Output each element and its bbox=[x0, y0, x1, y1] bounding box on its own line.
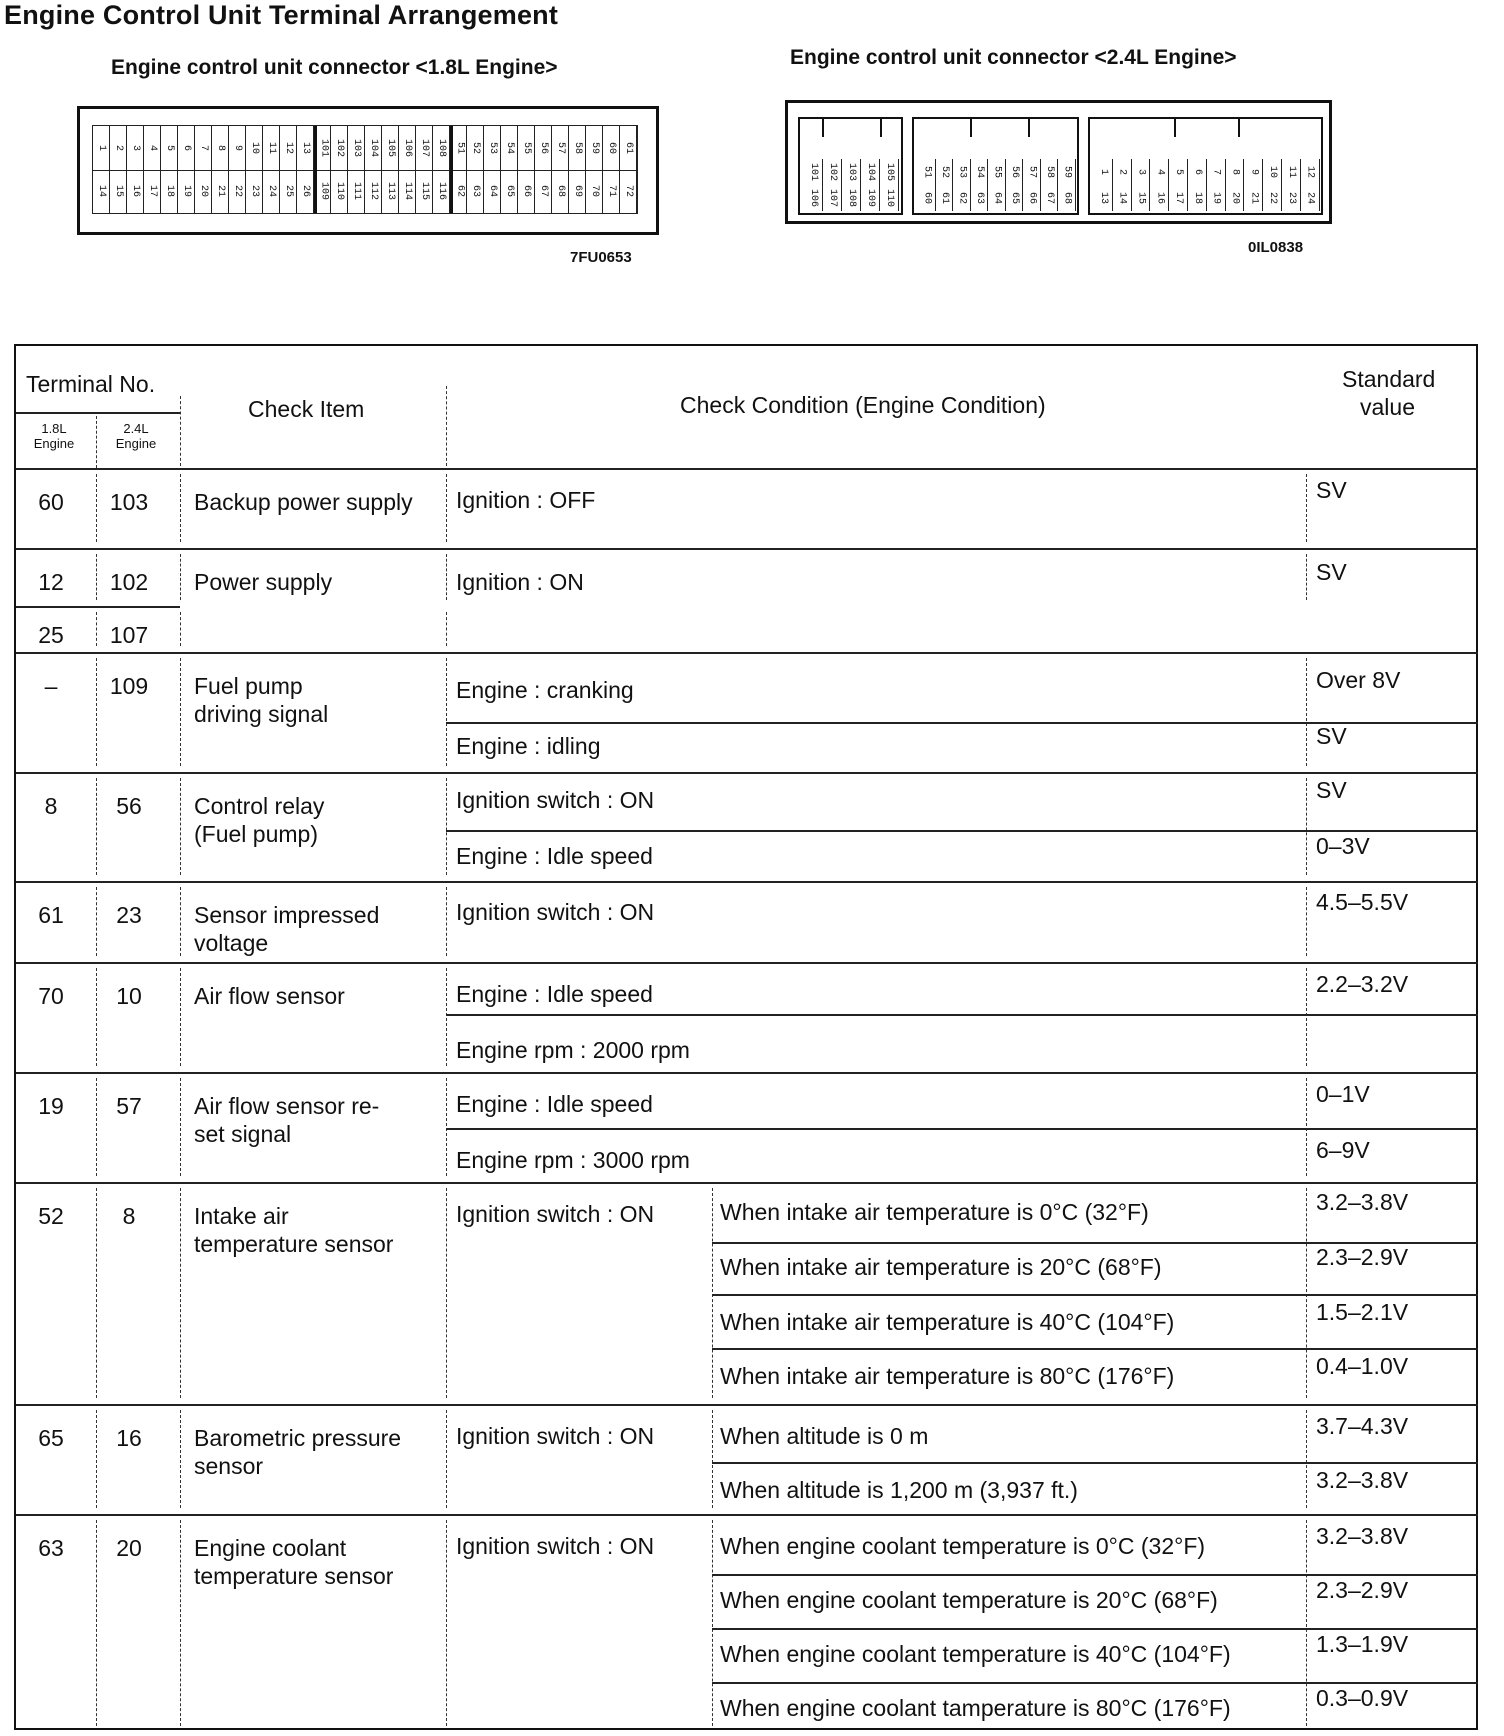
check-item: Power supply bbox=[194, 569, 333, 595]
column-divider bbox=[446, 1078, 447, 1176]
connector-pin: 18 bbox=[161, 169, 178, 213]
column-divider bbox=[446, 1188, 447, 1398]
column-divider bbox=[446, 474, 447, 542]
terminal-24: 20 bbox=[116, 1535, 142, 1561]
check-condition: When engine coolant temperature is 0°C (32°F) bbox=[720, 1533, 1206, 1559]
column-divider bbox=[1306, 474, 1307, 542]
terminal-18: 61 bbox=[38, 902, 64, 928]
check-condition: Engine : Idle speed bbox=[456, 843, 653, 869]
standard-value: 2.3–2.9V bbox=[1316, 1577, 1409, 1603]
connector-pin: 12 bbox=[1301, 159, 1320, 185]
connector-pin: 1 bbox=[1094, 159, 1113, 185]
terminal-18: 65 bbox=[38, 1425, 64, 1451]
row-divider bbox=[712, 1628, 1478, 1630]
connector-pin: 22 bbox=[1263, 185, 1282, 211]
column-divider bbox=[1306, 554, 1307, 600]
check-item: Fuel pump bbox=[194, 673, 303, 699]
connector-18-bottom-row bbox=[92, 169, 638, 214]
row-divider bbox=[16, 1182, 1478, 1184]
row-divider bbox=[16, 881, 1478, 883]
connector-pin: 51 bbox=[450, 126, 467, 170]
check-condition: Engine : idling bbox=[456, 733, 601, 759]
connector-pin: 61 bbox=[620, 126, 637, 170]
check-condition: Engine rpm : 2000 rpm bbox=[456, 1037, 690, 1063]
connector-pin: 110 bbox=[880, 185, 899, 211]
connector-pin: 52 bbox=[936, 159, 954, 185]
column-divider bbox=[96, 416, 97, 468]
standard-value: 0–1V bbox=[1316, 1081, 1370, 1107]
column-divider bbox=[96, 554, 97, 600]
column-divider bbox=[180, 1078, 181, 1176]
check-condition: When intake air temperature is 0°C (32°F) bbox=[720, 1199, 1149, 1225]
connector-pin: 24 bbox=[1301, 185, 1320, 211]
connector-pin: 2 bbox=[1113, 159, 1132, 185]
header-engine-18: 1.8L Engine bbox=[33, 421, 75, 451]
row-divider bbox=[712, 1462, 1478, 1464]
connector-pin: 6 bbox=[178, 126, 195, 170]
connector-24-block-2 bbox=[912, 117, 1079, 215]
connector-pin: 24 bbox=[263, 169, 280, 213]
check-condition: Ignition : ON bbox=[456, 569, 584, 595]
column-divider bbox=[446, 968, 447, 1066]
check-condition: When engine coolant temperature is 20°C (68°F) bbox=[720, 1587, 1218, 1613]
column-divider bbox=[1306, 887, 1307, 956]
connector-pin: 15 bbox=[110, 169, 127, 213]
check-condition: Ignition switch : ON bbox=[456, 787, 655, 813]
connector-pin: 10 bbox=[246, 126, 263, 170]
row-divider bbox=[712, 1348, 1478, 1350]
connector-pin: 113 bbox=[382, 169, 399, 213]
check-condition: When intake air temperature is 20°C (68°F) bbox=[720, 1254, 1162, 1280]
terminal-24: 56 bbox=[116, 793, 142, 819]
header-terminal-no: Terminal No. bbox=[26, 371, 156, 397]
connector-pin: 18 bbox=[1188, 185, 1207, 211]
column-divider bbox=[96, 887, 97, 956]
connector-pin: 71 bbox=[603, 169, 620, 213]
row-divider bbox=[712, 1574, 1478, 1576]
standard-value: 1.3–1.9V bbox=[1316, 1631, 1409, 1657]
connector-pin: 110 bbox=[331, 169, 348, 213]
connector-pin: 102 bbox=[823, 159, 842, 185]
terminal-24: 102 bbox=[109, 569, 149, 595]
connector-pin: 68 bbox=[1058, 185, 1076, 211]
connector-pin: 103 bbox=[348, 126, 365, 170]
connector-pin: 107 bbox=[416, 126, 433, 170]
check-item: set signal bbox=[194, 1121, 292, 1147]
column-divider bbox=[180, 554, 181, 600]
standard-value: 3.2–3.8V bbox=[1316, 1189, 1409, 1215]
standard-value: SV bbox=[1316, 777, 1347, 803]
check-condition: Engine : Idle speed bbox=[456, 1091, 653, 1117]
terminal-24: 109 bbox=[109, 673, 149, 699]
connector-pin: 102 bbox=[331, 126, 348, 170]
connector-pin: 10 bbox=[1263, 159, 1282, 185]
terminal-18: 12 bbox=[38, 569, 64, 595]
connector-pin: 59 bbox=[586, 126, 603, 170]
header-check-condition: Check Condition (Engine Condition) bbox=[680, 392, 1046, 418]
connector-pin: 16 bbox=[127, 169, 144, 213]
column-divider bbox=[712, 1188, 713, 1398]
connector-pin: 21 bbox=[212, 169, 229, 213]
terminal-18: – bbox=[44, 673, 58, 699]
row-divider bbox=[16, 772, 1478, 774]
standard-value: SV bbox=[1316, 559, 1347, 585]
connector-pin: 111 bbox=[348, 169, 365, 213]
connector-pin: 116 bbox=[433, 169, 450, 213]
connector-pin: 13 bbox=[297, 126, 314, 170]
terminal-24: 103 bbox=[109, 489, 149, 515]
column-divider bbox=[446, 1520, 447, 1726]
connector-pin: 114 bbox=[399, 169, 416, 213]
terminal-18: 60 bbox=[38, 489, 64, 515]
row-divider bbox=[16, 468, 1478, 470]
standard-value: 3.7–4.3V bbox=[1316, 1413, 1409, 1439]
connector-pin: 68 bbox=[552, 169, 569, 213]
connector-pin: 23 bbox=[246, 169, 263, 213]
standard-value: Over 8V bbox=[1316, 667, 1401, 693]
terminal-24: 10 bbox=[116, 983, 142, 1009]
column-divider bbox=[180, 612, 181, 646]
connector-pin: 104 bbox=[861, 159, 880, 185]
row-divider bbox=[712, 1294, 1478, 1296]
connector-pin: 65 bbox=[1006, 185, 1024, 211]
connector-pin: 5 bbox=[1169, 159, 1188, 185]
column-divider bbox=[180, 887, 181, 956]
column-divider bbox=[96, 1188, 97, 1398]
connector-pin: 6 bbox=[1188, 159, 1207, 185]
check-item: voltage bbox=[194, 930, 269, 956]
connector-pin: 11 bbox=[1282, 159, 1301, 185]
column-divider bbox=[96, 1520, 97, 1726]
check-item: temperature sensor bbox=[194, 1231, 394, 1257]
connector-pin: 104 bbox=[365, 126, 382, 170]
check-item: Control relay bbox=[194, 793, 325, 819]
column-divider bbox=[1306, 1520, 1307, 1726]
connector-pin: 64 bbox=[988, 185, 1006, 211]
terminal-24: 8 bbox=[122, 1203, 136, 1229]
check-item: driving signal bbox=[194, 701, 329, 727]
connector-pin: 60 bbox=[918, 185, 936, 211]
terminal-24: 107 bbox=[109, 622, 149, 648]
connector-pin: 101 bbox=[804, 159, 823, 185]
column-divider bbox=[712, 1520, 713, 1726]
standard-value: SV bbox=[1316, 477, 1347, 503]
connector-pin: 4 bbox=[144, 126, 161, 170]
connector-pin: 3 bbox=[127, 126, 144, 170]
terminal-18: 52 bbox=[38, 1203, 64, 1229]
check-condition: When intake air temperature is 80°C (176°F) bbox=[720, 1363, 1175, 1389]
connector-pin: 67 bbox=[1041, 185, 1059, 211]
connector-pin: 12 bbox=[280, 126, 297, 170]
column-divider bbox=[446, 612, 447, 646]
page-title: Engine Control Unit Terminal Arrangement bbox=[4, 0, 559, 30]
check-condition: Ignition switch : ON bbox=[456, 899, 655, 925]
connector-pin: 65 bbox=[501, 169, 518, 213]
standard-value: 0.4–1.0V bbox=[1316, 1353, 1409, 1379]
connector-pin: 2 bbox=[110, 126, 127, 170]
connector-pin: 7 bbox=[195, 126, 212, 170]
column-divider bbox=[180, 658, 181, 766]
connector-pin: 103 bbox=[842, 159, 861, 185]
column-divider bbox=[180, 968, 181, 1066]
connector-24-diagram bbox=[785, 100, 1332, 224]
figure-code-24: 0IL0838 bbox=[1248, 239, 1304, 256]
row-divider bbox=[16, 1072, 1478, 1074]
connector-pin: 23 bbox=[1282, 185, 1301, 211]
connector-pin: 58 bbox=[569, 126, 586, 170]
column-divider bbox=[446, 386, 447, 466]
column-divider bbox=[180, 474, 181, 542]
connector-pin: 108 bbox=[842, 185, 861, 211]
connector-pin: 60 bbox=[603, 126, 620, 170]
column-divider bbox=[446, 1410, 447, 1508]
row-divider bbox=[16, 1514, 1478, 1516]
connector-pin: 66 bbox=[518, 169, 535, 213]
check-condition: When engine coolant tamperature is 80°C (176°F) bbox=[720, 1695, 1231, 1721]
connector-pin: 11 bbox=[263, 126, 280, 170]
header-standard-value-1: Standard bbox=[1342, 366, 1436, 392]
connector-pin: 105 bbox=[382, 126, 399, 170]
check-item: Air flow sensor re- bbox=[194, 1093, 380, 1119]
column-divider bbox=[1306, 968, 1307, 1066]
header-engine-24: 2.4L Engine bbox=[115, 421, 157, 451]
connector-pin: 7 bbox=[1207, 159, 1226, 185]
check-item: Air flow sensor bbox=[194, 983, 345, 1009]
connector-pin: 15 bbox=[1132, 185, 1151, 211]
connector-pin: 109 bbox=[861, 185, 880, 211]
terminal-18: 25 bbox=[38, 622, 64, 648]
connector-pin: 54 bbox=[501, 126, 518, 170]
precondition: Ignition switch : ON bbox=[456, 1423, 655, 1449]
column-divider bbox=[96, 1078, 97, 1176]
check-item: (Fuel pump) bbox=[194, 821, 318, 847]
connector-pin: 8 bbox=[1226, 159, 1245, 185]
connector-18-title: Engine control unit connector <1.8L Engine> bbox=[111, 56, 558, 79]
column-divider bbox=[180, 1188, 181, 1398]
check-item: temperature sensor bbox=[194, 1563, 394, 1589]
connector-pin: 16 bbox=[1150, 185, 1169, 211]
column-divider bbox=[180, 396, 181, 466]
connector-pin: 8 bbox=[212, 126, 229, 170]
connector-24-title: Engine control unit connector <2.4L Engine> bbox=[790, 46, 1237, 69]
standard-value: 6–9V bbox=[1316, 1137, 1370, 1163]
connector-pin: 101 bbox=[314, 126, 331, 170]
column-divider bbox=[96, 778, 97, 875]
column-divider bbox=[96, 612, 97, 646]
connector-pin: 56 bbox=[535, 126, 552, 170]
check-item: sensor bbox=[194, 1453, 264, 1479]
connector-24-block-3 bbox=[1088, 117, 1323, 215]
column-divider bbox=[446, 554, 447, 600]
standard-value: 1.5–2.1V bbox=[1316, 1299, 1409, 1325]
connector-pin: 14 bbox=[93, 169, 110, 213]
connector-pin: 21 bbox=[1244, 185, 1263, 211]
row-divider bbox=[446, 830, 1478, 832]
row-divider bbox=[712, 1242, 1478, 1244]
connector-pin: 20 bbox=[195, 169, 212, 213]
column-divider bbox=[180, 778, 181, 875]
standard-value: 3.2–3.8V bbox=[1316, 1523, 1409, 1549]
terminal-18: 63 bbox=[38, 1535, 64, 1561]
connector-pin: 70 bbox=[586, 169, 603, 213]
connector-pin: 19 bbox=[178, 169, 195, 213]
connector-pin: 17 bbox=[1169, 185, 1188, 211]
column-divider bbox=[96, 474, 97, 542]
connector-pin: 106 bbox=[399, 126, 416, 170]
column-divider bbox=[96, 1410, 97, 1508]
connector-pin: 9 bbox=[1244, 159, 1263, 185]
check-condition: When intake air temperature is 40°C (104°F) bbox=[720, 1309, 1175, 1335]
check-item: Barometric pressure bbox=[194, 1425, 402, 1451]
terminal-check-table bbox=[14, 344, 1478, 1730]
row-divider bbox=[446, 1014, 1478, 1016]
check-condition: When altitude is 1,200 m (3,937 ft.) bbox=[720, 1477, 1078, 1503]
row-divider bbox=[16, 548, 1478, 550]
connector-pin: 25 bbox=[280, 169, 297, 213]
figure-code-18: 7FU0653 bbox=[570, 249, 632, 266]
check-item: Backup power supply bbox=[194, 489, 413, 515]
standard-value: 2.2–3.2V bbox=[1316, 971, 1409, 997]
column-divider bbox=[1306, 1188, 1307, 1398]
column-divider bbox=[1306, 1410, 1307, 1508]
connector-pin: 52 bbox=[467, 126, 484, 170]
connector-pin: 62 bbox=[953, 185, 971, 211]
connector-pin: 64 bbox=[484, 169, 501, 213]
check-item: Intake air bbox=[194, 1203, 289, 1229]
connector-24-block-1 bbox=[798, 117, 903, 215]
check-condition: Ignition : OFF bbox=[456, 487, 596, 513]
column-divider bbox=[446, 778, 447, 875]
connector-pin: 53 bbox=[953, 159, 971, 185]
terminal-24: 16 bbox=[116, 1425, 142, 1451]
connector-pin: 20 bbox=[1226, 185, 1245, 211]
check-item: Sensor impressed bbox=[194, 902, 380, 928]
row-divider bbox=[16, 962, 1478, 964]
check-condition: When engine coolant temperature is 40°C (104°F) bbox=[720, 1641, 1231, 1667]
column-divider bbox=[180, 1520, 181, 1726]
column-divider bbox=[446, 658, 447, 766]
connector-pin: 59 bbox=[1058, 159, 1076, 185]
row-divider bbox=[16, 652, 1478, 654]
row-divider bbox=[16, 412, 180, 414]
connector-pin: 66 bbox=[1023, 185, 1041, 211]
column-divider bbox=[180, 1410, 181, 1508]
standard-value: 0–3V bbox=[1316, 833, 1370, 859]
terminal-18: 19 bbox=[38, 1093, 64, 1119]
connector-pin: 9 bbox=[229, 126, 246, 170]
connector-pin: 19 bbox=[1207, 185, 1226, 211]
connector-18-diagram bbox=[77, 106, 659, 235]
connector-pin: 22 bbox=[229, 169, 246, 213]
header-standard-value-2: value bbox=[1360, 394, 1415, 420]
connector-pin: 63 bbox=[467, 169, 484, 213]
precondition: Ignition switch : ON bbox=[456, 1533, 655, 1559]
connector-pin: 72 bbox=[620, 169, 637, 213]
connector-pin: 63 bbox=[971, 185, 989, 211]
row-divider bbox=[16, 1404, 1478, 1406]
row-divider bbox=[16, 606, 180, 608]
precondition: Ignition switch : ON bbox=[456, 1201, 655, 1227]
connector-pin: 56 bbox=[1006, 159, 1024, 185]
column-divider bbox=[712, 1410, 713, 1508]
standard-value: 3.2–3.8V bbox=[1316, 1467, 1409, 1493]
check-condition: When altitude is 0 m bbox=[720, 1423, 929, 1449]
connector-pin: 55 bbox=[518, 126, 535, 170]
connector-pin: 58 bbox=[1041, 159, 1059, 185]
terminal-18: 8 bbox=[44, 793, 58, 819]
connector-pin: 61 bbox=[936, 185, 954, 211]
column-divider bbox=[446, 887, 447, 956]
standard-value: 2.3–2.9V bbox=[1316, 1244, 1409, 1270]
connector-pin: 106 bbox=[804, 185, 823, 211]
connector-pin: 62 bbox=[450, 169, 467, 213]
connector-pin: 14 bbox=[1113, 185, 1132, 211]
terminal-18: 70 bbox=[38, 983, 64, 1009]
connector-pin: 3 bbox=[1132, 159, 1151, 185]
connector-pin: 4 bbox=[1150, 159, 1169, 185]
check-condition: Engine : cranking bbox=[456, 677, 634, 703]
check-item: Engine coolant bbox=[194, 1535, 347, 1561]
connector-pin: 13 bbox=[1094, 185, 1113, 211]
connector-pin: 51 bbox=[918, 159, 936, 185]
connector-pin: 55 bbox=[988, 159, 1006, 185]
column-divider bbox=[96, 968, 97, 1066]
connector-pin: 53 bbox=[484, 126, 501, 170]
connector-pin: 108 bbox=[433, 126, 450, 170]
connector-pin: 107 bbox=[823, 185, 842, 211]
standard-value: 0.3–0.9V bbox=[1316, 1685, 1409, 1711]
connector-pin: 57 bbox=[1023, 159, 1041, 185]
column-divider bbox=[96, 658, 97, 766]
terminal-24: 23 bbox=[116, 902, 142, 928]
column-divider bbox=[1306, 658, 1307, 766]
connector-18-top-row bbox=[92, 125, 638, 171]
terminal-24: 57 bbox=[116, 1093, 142, 1119]
connector-pin: 17 bbox=[144, 169, 161, 213]
connector-pin: 54 bbox=[971, 159, 989, 185]
connector-pin: 105 bbox=[880, 159, 899, 185]
standard-value: SV bbox=[1316, 723, 1347, 749]
check-condition: Engine : Idle speed bbox=[456, 981, 653, 1007]
column-divider bbox=[1306, 1078, 1307, 1176]
connector-pin: 67 bbox=[535, 169, 552, 213]
row-divider bbox=[712, 1682, 1478, 1684]
row-divider bbox=[446, 1128, 1478, 1130]
row-divider bbox=[446, 722, 1478, 724]
column-divider bbox=[1306, 778, 1307, 875]
connector-pin: 112 bbox=[365, 169, 382, 213]
connector-pin: 5 bbox=[161, 126, 178, 170]
connector-pin: 109 bbox=[314, 169, 331, 213]
standard-value: 4.5–5.5V bbox=[1316, 889, 1409, 915]
check-condition: Engine rpm : 3000 rpm bbox=[456, 1147, 690, 1173]
connector-pin: 69 bbox=[569, 169, 586, 213]
connector-pin: 115 bbox=[416, 169, 433, 213]
connector-pin: 26 bbox=[297, 169, 314, 213]
connector-pin: 57 bbox=[552, 126, 569, 170]
header-check-item: Check Item bbox=[248, 396, 365, 422]
connector-pin: 1 bbox=[93, 126, 110, 170]
